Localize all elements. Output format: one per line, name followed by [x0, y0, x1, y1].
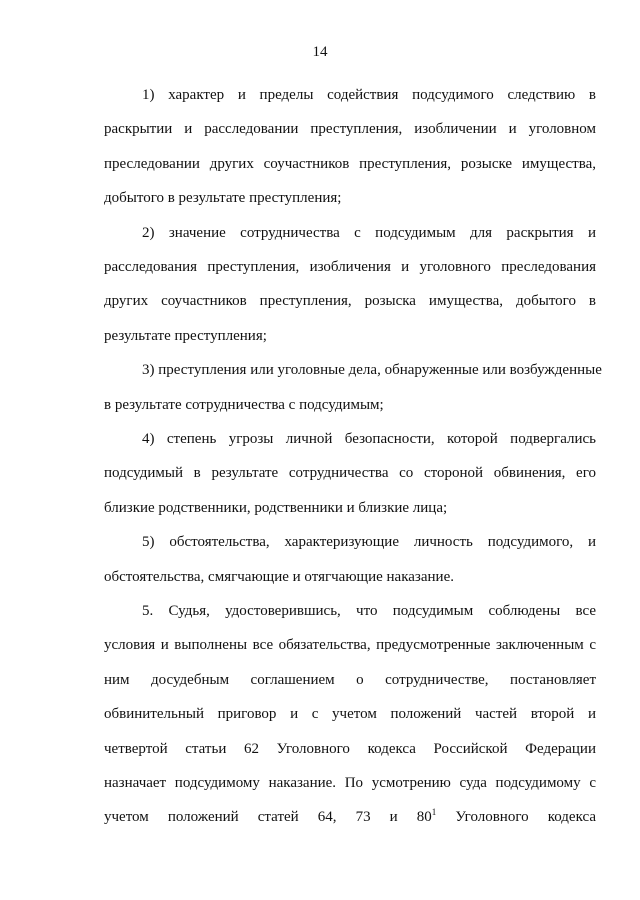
- line-text: раскрытии и расследовании преступления, изобличении и уголовном: [104, 121, 596, 137]
- line-text: обстоятельства, смягчающие и отягчающие наказание.: [104, 569, 454, 585]
- text-line: [142, 359, 602, 381]
- superscript: 1: [431, 807, 437, 817]
- text-line: [104, 634, 596, 656]
- line-text: четвертой статьи 62 Уголовного кодекса Российской Федерации: [104, 741, 596, 757]
- text-line: [104, 669, 596, 691]
- line-text: в результате сотрудничества с подсудимым;: [104, 397, 384, 413]
- text-line: [142, 531, 596, 553]
- line-text: добытого в результате преступления;: [104, 190, 342, 206]
- text-line: [104, 703, 596, 725]
- text-line: [104, 187, 596, 209]
- line-text: расследования преступления, изобличения и уголовного преследования: [104, 259, 596, 275]
- text-line: [142, 222, 596, 244]
- line-text: условия и выполнены все обязательства, предусмотренные заключенным с: [104, 637, 596, 653]
- line-text: 5. Судья, удостоверившись, что подсудимым соблюдены все: [142, 603, 596, 619]
- line-text: подсудимый в результате сотрудничества со стороной обвинения, его: [104, 465, 596, 481]
- line-text: учетом положений статей 64, 73 и 80: [104, 809, 432, 825]
- line-text: назначает подсудимому наказание. По усмотрению суда подсудимому с: [104, 775, 596, 791]
- line-text: близкие родственники, родственники и близкие лица;: [104, 500, 448, 516]
- line-text: 2) значение сотрудничества с подсудимым для раскрытия и: [142, 225, 596, 241]
- text-line: [104, 118, 596, 140]
- text-line: [104, 325, 596, 347]
- page-number: 14: [312, 44, 328, 60]
- text-line: [104, 738, 596, 760]
- text-line: [104, 153, 596, 175]
- line-text: 5) обстоятельства, характеризующие личность подсудимого, и: [142, 534, 596, 550]
- line-text: других соучастников преступления, розыска имущества, добытого в: [104, 293, 596, 309]
- line-text: 3) преступления или уголовные дела, обнаруженные или возбужденные: [142, 362, 602, 378]
- text-line: [104, 462, 596, 484]
- line-text: 1) характер и пределы содействия подсудимого следствию в: [142, 87, 596, 103]
- text-line: [104, 772, 596, 794]
- text-line: [142, 428, 596, 450]
- text-line: [142, 84, 596, 106]
- line-text: 4) степень угрозы личной безопасности, которой подвергались: [142, 431, 596, 447]
- line-text-continued: Уголовного кодекса: [436, 809, 596, 825]
- line-text: ним досудебным соглашением о сотрудничестве, постановляет: [104, 672, 596, 688]
- text-line: [104, 256, 596, 278]
- text-line: [104, 806, 596, 828]
- line-text: преследовании других соучастников преступления, розыске имущества,: [104, 156, 596, 172]
- line-text: обвинительный приговор и с учетом положений частей второй и: [104, 706, 596, 722]
- text-line: [104, 290, 596, 312]
- text-line: [104, 394, 596, 416]
- text-line: [142, 600, 596, 622]
- line-text: результате преступления;: [104, 328, 267, 344]
- text-line: [104, 566, 596, 588]
- text-line: [104, 497, 596, 519]
